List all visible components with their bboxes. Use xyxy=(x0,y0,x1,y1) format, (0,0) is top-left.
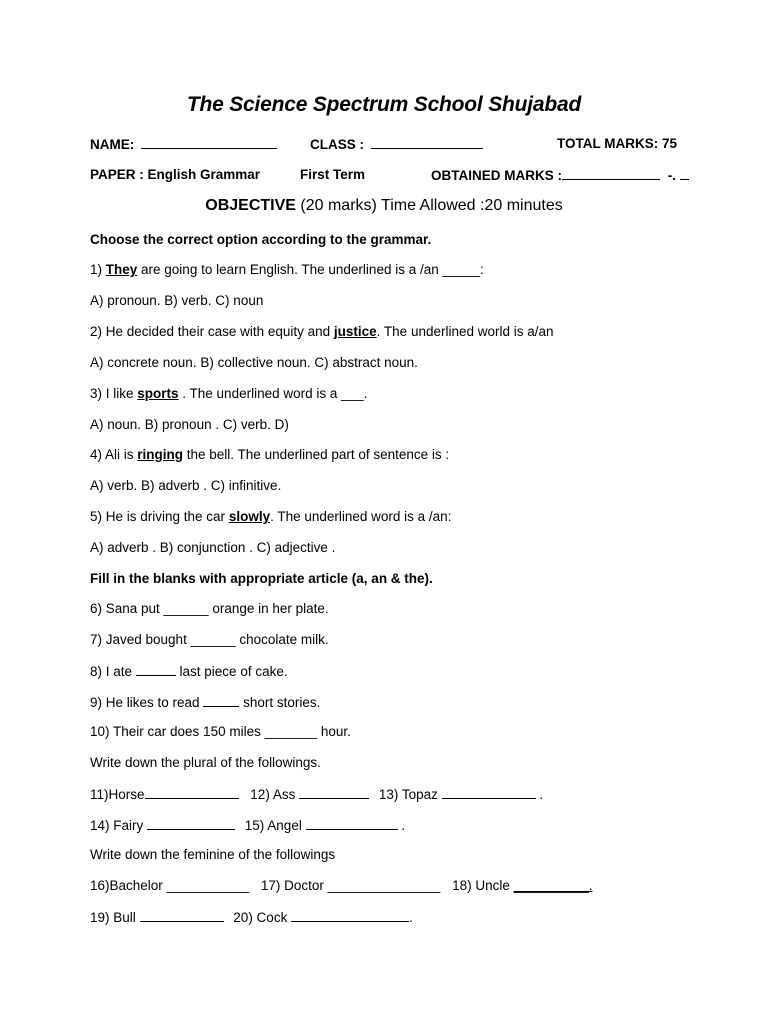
question-11: 11)Horse xyxy=(90,787,145,802)
options-4: A) verb. B) adverb . C) infinitive. xyxy=(90,478,282,493)
question-7: 7) Javed bought ______ chocolate milk. xyxy=(90,632,329,647)
class-label: CLASS : xyxy=(310,137,364,152)
answer-blank xyxy=(140,909,224,922)
school-title: The Science Spectrum School Shujabad xyxy=(186,93,582,116)
underlined-word: ringing xyxy=(137,447,184,462)
question-8: 8) I ate last piece of cake. xyxy=(90,664,288,679)
obtained-marks-field: OBTAINED MARKS : -. xyxy=(431,167,689,183)
question-3: 3) I like sports . The underlined word is a ___. xyxy=(90,386,368,401)
underlined-word: They xyxy=(105,262,138,277)
question-15: 15) Angel xyxy=(244,818,306,833)
question-5: 5) He is driving the car slowly. The underlined word is a /an: xyxy=(90,509,452,524)
section2-instruction: Fill in the blanks with appropriate article (a, an & the). xyxy=(90,571,433,586)
answer-blank xyxy=(442,786,536,799)
section1-instruction: Choose the correct option according to the grammar. xyxy=(90,232,432,247)
question-14: 14) Fairy xyxy=(90,818,148,833)
options-3: A) noun. B) pronoun . C) verb. D) xyxy=(90,417,289,432)
answer-blank xyxy=(291,909,409,922)
feminine-row-2: 19) Bull 20) Cock . xyxy=(90,910,413,925)
question-1: 1) They are going to learn English. The underlined is a /an _____: xyxy=(90,262,484,277)
obtained-blank xyxy=(562,167,660,180)
question-2: 2) He decided their case with equity and justice. The underlined world is a/an xyxy=(90,324,554,339)
paper-label: PAPER : English Grammar xyxy=(90,167,261,182)
question-6: 6) Sana put ______ orange in her plate. xyxy=(90,601,329,616)
question-17: 17) Doctor _______________ xyxy=(260,878,441,893)
options-1: A) pronoun. B) verb. C) noun xyxy=(90,293,264,308)
underlined-word: sports xyxy=(137,386,179,401)
class-field xyxy=(310,136,483,152)
question-16: 16)Bachelor ___________ xyxy=(90,878,250,893)
answer-blank xyxy=(145,786,239,799)
objective-label: OBJECTIVE xyxy=(205,197,296,214)
class-blank xyxy=(371,136,483,149)
term-label: First Term xyxy=(300,167,366,182)
question-12: 12) Ass xyxy=(250,787,300,802)
section3-instruction: Write down the plural of the followings. xyxy=(90,755,321,770)
answer-blank xyxy=(147,817,235,830)
question-18: 18) Uncle xyxy=(452,878,514,893)
answer-blank xyxy=(299,786,369,799)
section4-instruction: Write down the feminine of the followings xyxy=(90,847,336,862)
question-4: 4) Ali is ringing the bell. The underlined part of sentence is : xyxy=(90,447,450,462)
feminine-row-1: 16)Bachelor ___________ 17) Doctor _______________ 18) Uncle __________. xyxy=(90,878,593,893)
plural-row-2: 14) Fairy 15) Angel . xyxy=(90,818,406,833)
question-13: 13) Topaz xyxy=(378,787,442,802)
plural-row-1: 11)Horse 12) Ass 13) Topaz . xyxy=(90,787,544,802)
answer-blank xyxy=(306,817,398,830)
question-10: 10) Their car does 150 miles _______ hour. xyxy=(90,724,351,739)
question-9: 9) He likes to read short stories. xyxy=(90,695,321,710)
name-field xyxy=(90,136,277,152)
underlined-word: slowly xyxy=(228,509,271,524)
name-blank xyxy=(141,136,277,149)
objective-details: (20 marks) Time Allowed :20 minutes xyxy=(295,197,563,214)
objective-line xyxy=(0,197,768,215)
question-19: 19) Bull xyxy=(90,910,140,925)
answer-blank xyxy=(136,663,176,676)
total-marks: TOTAL MARKS: 75 xyxy=(557,136,678,151)
underlined-word: justice xyxy=(333,324,377,339)
options-2: A) concrete noun. B) collective noun. C) abstract noun. xyxy=(90,355,418,370)
obtained-label: OBTAINED MARKS : xyxy=(431,168,562,183)
options-5: A) adverb . B) conjunction . C) adjective . xyxy=(90,540,336,555)
question-20: 20) Cock xyxy=(233,910,292,925)
name-label: NAME: xyxy=(90,137,135,152)
answer-blank xyxy=(203,694,239,707)
